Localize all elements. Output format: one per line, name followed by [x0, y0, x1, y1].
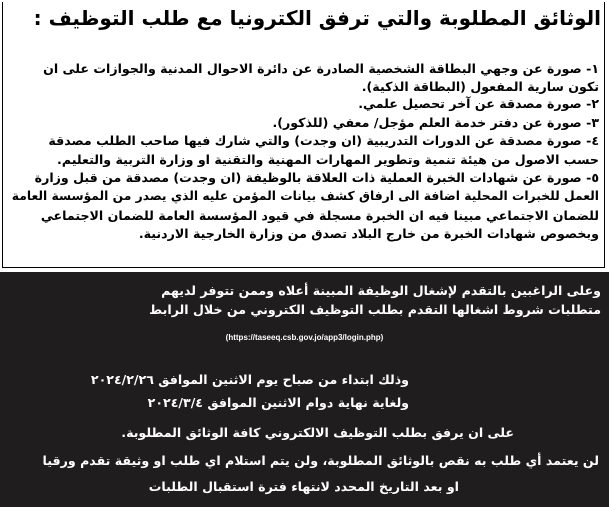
- requirement-line: وبخصوص شهادات الخبرة من خارج البلاد تصدق من وزارة الخارجية الاردنية.: [138, 226, 599, 241]
- note-line: او بعد التاريخ المحدد لانتهاء فترة استقبال الطلبات: [148, 479, 459, 494]
- application-link[interactable]: (https://taseeq.csb.gov.jo/app3/login.php): [225, 333, 384, 342]
- requirement-line: حسب الاصول من هيئة تنمية وتطوير المهارات المهنية والتقنية او وزارة التربية والتعليم.: [57, 152, 599, 167]
- requirement-line: للضمان الاجتماعي مبينا فيه ان الخبرة مسجلة في قيود المؤسسة العامة للضمان الاجتماعي: [40, 208, 599, 223]
- note-line: على ان يرفق بطلب التوظيف الالكتروني كافة الوثائق المطلوبة.: [121, 425, 514, 440]
- note-line: لن يعتمد أي طلب به نقص بالوثائق المطلوبة، ولن يتم استلام اي طلب او وثيقة تقدم ورقيا: [42, 453, 599, 468]
- requirement-line: تكون سارية المفعول (البطاقة الذكية).: [361, 79, 599, 94]
- end-date: ولغاية نهاية دوام الاثنين الموافق ٢٠٢٤/٣/٤: [147, 395, 409, 410]
- intro-line: وعلى الراغبين بالتقدم لإشغال الوظيفة المبينة أعلاه وممن تتوفر لديهم: [161, 283, 601, 298]
- requirement-line: ٣- صورة عن دفتر خدمة العلم مؤجل/ معفي (للذكور).: [272, 115, 599, 130]
- requirement-line: ٤- صورة مصدقة عن الدورات التدريبية (ان وجدت) والتي شارك فيها صاحب الطلب مصدقة: [48, 133, 599, 148]
- requirement-line: ٥- صورة عن شهادات الخبرة العملية ذات العلاقة بالوظيفة (ان وجدت) مصدقة من قبل وزارة: [34, 170, 599, 185]
- page-title: الوثائق المطلوبة والتي ترفق الكترونيا مع طلب التوظيف :: [33, 6, 601, 30]
- start-date: وذلك ابتداء من صباح يوم الاثنين الموافق ٢٠٢٤/٢/٢٦: [90, 372, 409, 387]
- requirement-line: ٢- صورة مصدقة عن آخر تحصيل علمي.: [358, 96, 599, 111]
- requirement-line: ١- صورة عن وجهي البطاقة الشخصية الصادرة عن دائرة الاحوال المدنية والجوازات على ان: [43, 61, 599, 76]
- intro-line: متطلبات شروط اشغالها التقدم بطلب التوظيف الكتروني من خلال الرابط: [149, 302, 601, 317]
- requirement-line: العمل للخبرات المحلية اضافة الى ارفاق كشف بيانات المؤمن عليه الذي يصدر من المؤسسة العامة: [11, 189, 599, 203]
